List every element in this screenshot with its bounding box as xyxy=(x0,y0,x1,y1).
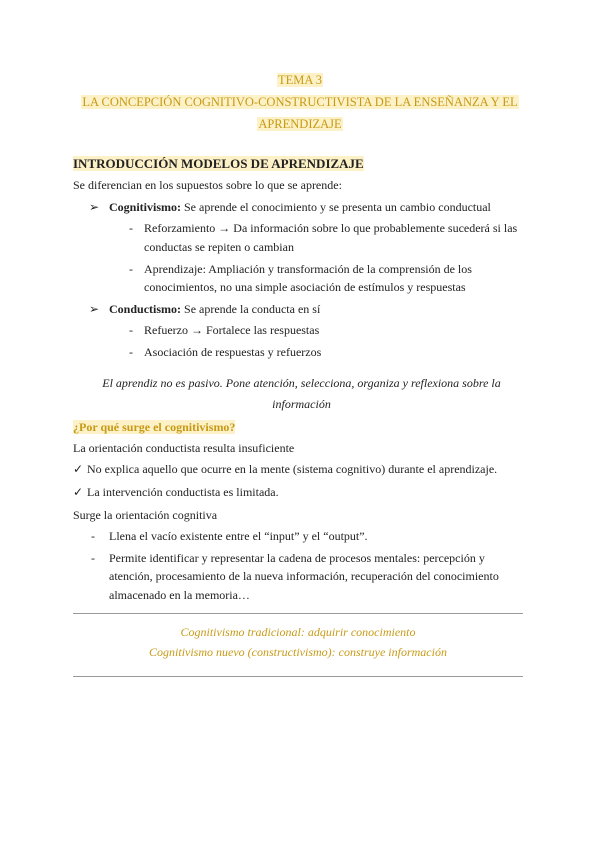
why-lead: La orientación conductista resulta insuficiente xyxy=(73,440,295,455)
model-item-conductismo xyxy=(73,300,530,319)
sub-item-text: Refuerzo → Fortalece las respuestas xyxy=(144,323,320,338)
check-icon: ✓ xyxy=(73,485,84,500)
dash-bullet: - xyxy=(129,261,133,276)
document-title xyxy=(60,70,540,136)
intro-quote: El aprendiz no es pasivo. Pone atención, selecciona, organiza y reflexiona sobre la información xyxy=(102,376,501,411)
list-item-text: Llena el vacío existente entre el “input” y el “output”. xyxy=(109,529,368,544)
model-item-cognitivismo xyxy=(73,198,530,217)
check-item-text: La intervención conductista es limitada. xyxy=(87,485,279,500)
model-term: Cognitivismo: xyxy=(109,199,181,214)
check-item xyxy=(73,460,530,479)
title-topic: TEMA 3 xyxy=(277,73,323,87)
sub-item xyxy=(73,219,530,256)
model-text: Se aprende el conocimiento y se presenta un cambio conductual xyxy=(181,199,491,214)
list-item-text: Permite identificar y representar la cadena de procesos mentales: percepción y atención, procesamiento de la nueva información, recuperación del conocimiento almacenado en la memoria… xyxy=(109,550,499,603)
intro-heading: INTRODUCCIÓN MODELOS DE APRENDIZAJE xyxy=(73,156,364,171)
dash-bullet: - xyxy=(91,529,95,544)
document-body xyxy=(73,154,530,608)
summary-line-2: Cognitivismo nuevo (constructivismo): construye información xyxy=(149,645,447,660)
dash-bullet: - xyxy=(129,344,133,359)
title-line-2: APRENDIZAJE xyxy=(258,116,342,131)
sub-item xyxy=(73,321,530,340)
list-item xyxy=(73,549,530,605)
divider-top xyxy=(73,613,523,614)
dash-bullet: - xyxy=(91,550,95,565)
sub-item xyxy=(73,260,530,297)
arrow-bullet-icon: ➢ xyxy=(89,301,100,316)
model-term: Conductismo: xyxy=(109,301,182,316)
sub-item-text: Reforzamiento → Da información sobre lo que probablemente sucederá si las conductas se repiten o cambian xyxy=(144,221,518,254)
sub-item-text: Aprendizaje: Ampliación y transformación de la comprensión de los conocimientos, no una simple asociación de estímulos y respuestas xyxy=(144,261,472,295)
why-heading: ¿Por qué surge el cognitivismo? xyxy=(73,420,236,435)
check-item-text: No explica aquello que ocurre en la mente (sistema cognitivo) durante el aprendizaje. xyxy=(87,462,498,477)
dash-bullet: - xyxy=(129,323,133,338)
check-item xyxy=(73,483,530,502)
dash-bullet: - xyxy=(129,221,133,236)
list-item xyxy=(73,527,530,546)
sub-item xyxy=(73,343,530,362)
check-icon: ✓ xyxy=(73,462,84,477)
sub-item-text: Asociación de respuestas y refuerzos xyxy=(144,344,322,359)
model-text: Se aprende la conducta en sí xyxy=(181,301,321,316)
divider-bottom xyxy=(73,676,523,677)
title-line-1: LA CONCEPCIÓN COGNITIVO-CONSTRUCTIVISTA DE LA ENSEÑANZA Y EL xyxy=(82,94,518,109)
arrow-bullet-icon: ➢ xyxy=(89,199,100,214)
why-lead-2: Surge la orientación cognitiva xyxy=(73,507,218,522)
summary-line-1: Cognitivismo tradicional: adquirir conocimiento xyxy=(180,625,416,639)
intro-lead: Se diferencian en los supuestos sobre lo que se aprende: xyxy=(73,178,342,193)
summary-box xyxy=(73,622,523,663)
